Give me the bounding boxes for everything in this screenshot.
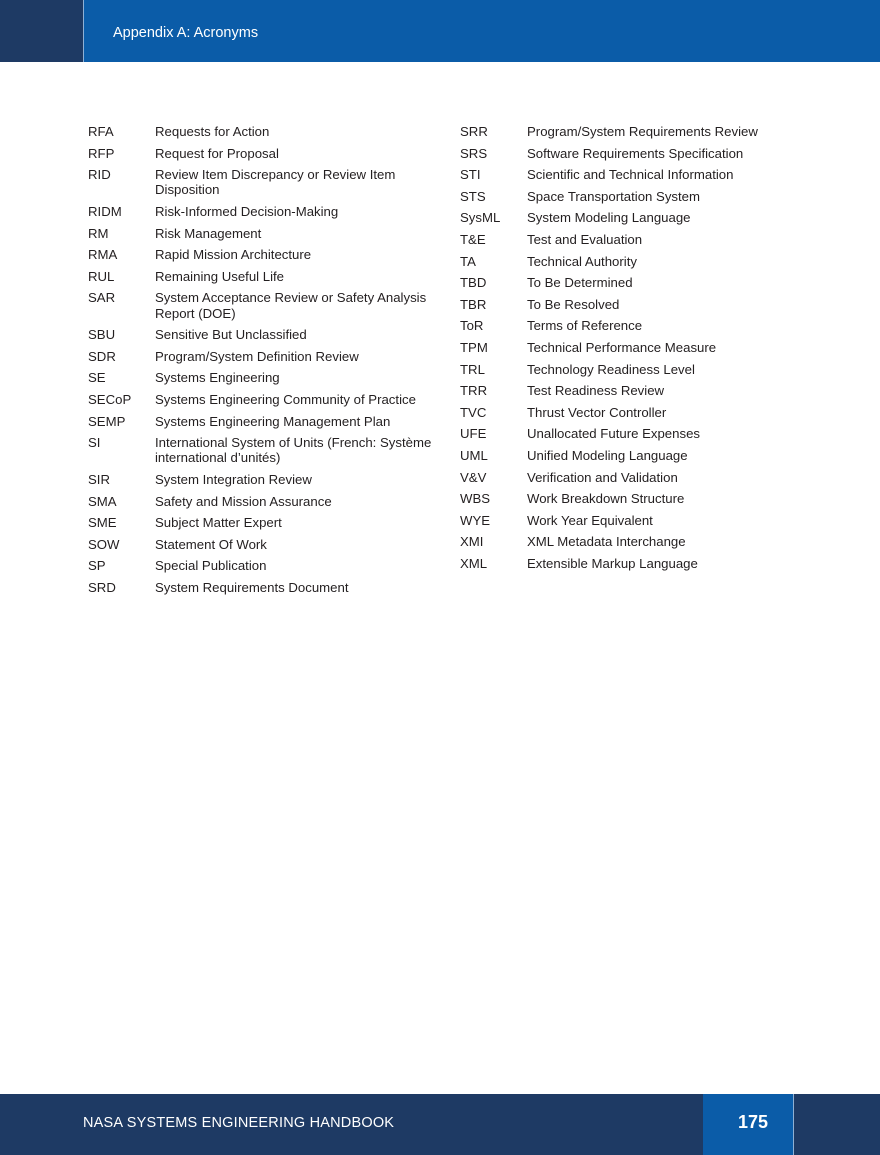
acronym-abbreviation: UFE: [460, 426, 487, 442]
acronym-entry: [460, 146, 780, 161]
acronym-definition: Systems Engineering Management Plan: [155, 413, 391, 429]
acronym-entry: [88, 580, 440, 595]
acronym-abbreviation: WBS: [460, 491, 491, 507]
acronym-entry: [460, 491, 780, 506]
acronym-abbreviation: RFA: [88, 124, 114, 139]
acronym-entry: [88, 494, 440, 509]
acronym-entry: [460, 448, 780, 463]
acronym-definition: Unified Modeling Language: [527, 447, 688, 463]
acronym-abbreviation: TBD: [460, 275, 487, 291]
acronym-definition: Thrust Vector Controller: [527, 404, 667, 420]
acronym-entry: [460, 167, 780, 182]
acronym-abbreviation: SRR: [460, 124, 488, 139]
acronym-definition: System Acceptance Review or Safety Analysis Report (DOE): [155, 290, 427, 321]
acronym-abbreviation: SDR: [88, 348, 116, 364]
acronym-definition: Test Readiness Review: [527, 383, 665, 399]
acronym-definition: Systems Engineering Community of Practice: [155, 391, 416, 407]
acronym-definition: Scientific and Technical Information: [527, 167, 734, 183]
acronym-abbreviation: SME: [88, 515, 117, 531]
acronym-entry: [460, 556, 780, 571]
acronym-definition: Technology Readiness Level: [527, 361, 695, 377]
acronym-entry: [460, 383, 780, 398]
acronym-entry: [460, 232, 780, 247]
acronym-definition: To Be Determined: [527, 275, 633, 291]
acronym-entry: [460, 405, 780, 420]
acronym-definition: XML Metadata Interchange: [527, 534, 686, 550]
acronym-definition: Requests for Action: [155, 124, 270, 139]
acronym-entry: [460, 340, 780, 355]
acronym-entry: [88, 392, 440, 407]
acronym-abbreviation: ToR: [460, 318, 484, 334]
acronym-definition: Space Transportation System: [527, 188, 700, 204]
acronym-abbreviation: RID: [88, 167, 111, 183]
acronym-abbreviation: RIDM: [88, 203, 122, 219]
acronym-entry: [460, 297, 780, 312]
acronym-entry: [88, 472, 440, 487]
acronym-abbreviation: SOW: [88, 536, 120, 552]
acronym-definition: Work Year Equivalent: [527, 512, 653, 528]
acronym-column-left: [88, 124, 440, 601]
acronym-definition: Extensible Markup Language: [527, 555, 698, 571]
acronym-abbreviation: XMI: [460, 534, 484, 550]
acronym-entry: [88, 269, 440, 284]
acronym-abbreviation: SEMP: [88, 413, 126, 429]
acronym-definition: Request for Proposal: [155, 145, 279, 161]
acronym-entry: [88, 247, 440, 262]
acronym-entry: [88, 226, 440, 241]
acronym-definition: Technical Performance Measure: [527, 339, 717, 355]
acronym-definition: System Modeling Language: [527, 210, 691, 226]
acronym-abbreviation: RFP: [88, 145, 115, 161]
acronym-definition: Special Publication: [155, 558, 267, 574]
acronym-abbreviation: WYE: [460, 512, 491, 528]
acronym-entry: [460, 275, 780, 290]
acronym-definition: Program/System Definition Review: [155, 348, 359, 364]
acronym-abbreviation: SECoP: [88, 391, 132, 407]
page-header: [0, 0, 880, 62]
acronym-abbreviation: UML: [460, 447, 488, 463]
page-number: 175: [737, 1112, 769, 1132]
acronym-entry: [460, 513, 780, 528]
acronym-abbreviation: TBR: [460, 296, 487, 312]
acronym-abbreviation: SI: [88, 435, 101, 451]
acronym-definition: Test and Evaluation: [527, 231, 643, 247]
acronym-entry: [460, 210, 780, 225]
acronym-entry: [88, 204, 440, 219]
acronym-abbreviation: RM: [88, 225, 109, 241]
acronym-entry: [88, 349, 440, 364]
acronym-definition: Risk Management: [155, 225, 262, 241]
acronym-abbreviation: SBU: [88, 327, 116, 343]
acronym-definition: System Integration Review: [155, 471, 312, 487]
acronym-definition: Sensitive But Unclassified: [155, 327, 307, 343]
acronym-entry: [460, 362, 780, 377]
acronym-definition: Unallocated Future Expenses: [527, 426, 701, 442]
acronym-entry: [88, 537, 440, 552]
header-tab-block: [0, 0, 83, 62]
page-footer: [0, 1094, 880, 1155]
acronym-abbreviation: TPM: [460, 339, 488, 355]
acronym-entry: [88, 290, 440, 320]
acronym-abbreviation: SRD: [88, 579, 116, 595]
acronym-definition: Review Item Discrepancy or Review Item Disposition: [155, 167, 396, 198]
section-title: Appendix A: Acronyms: [113, 25, 259, 41]
acronym-definition: Safety and Mission Assurance: [155, 493, 332, 509]
header-divider: [83, 0, 84, 62]
acronym-abbreviation: TVC: [460, 404, 487, 420]
acronym-definition: Remaining Useful Life: [155, 268, 285, 284]
acronym-entry: [88, 435, 440, 465]
acronym-abbreviation: SE: [88, 370, 106, 386]
acronym-entry: [460, 189, 780, 204]
acronym-entry: [88, 370, 440, 385]
acronym-entry: [88, 124, 440, 139]
acronym-entry: [460, 124, 780, 139]
acronym-abbreviation: RMA: [88, 247, 118, 263]
acronym-definition: International System of Units (French: Système international d’unités): [155, 435, 432, 466]
acronym-definition: To Be Resolved: [527, 296, 620, 312]
acronym-abbreviation: TRL: [460, 361, 485, 377]
acronym-entry: [88, 515, 440, 530]
acronym-abbreviation: SRS: [460, 145, 488, 161]
acronym-entry: [460, 470, 780, 485]
acronym-entry: [88, 167, 440, 197]
acronym-abbreviation: T&E: [460, 231, 486, 247]
acronym-abbreviation: TA: [460, 253, 476, 269]
acronym-definition: System Requirements Document: [155, 579, 349, 595]
acronym-entry: [460, 254, 780, 269]
acronym-entry: [88, 558, 440, 573]
acronym-abbreviation: SMA: [88, 493, 117, 509]
acronym-entry: [88, 414, 440, 429]
acronym-abbreviation: STI: [460, 167, 481, 183]
acronym-definition: Software Requirements Specification: [527, 145, 744, 161]
acronym-entry: [460, 534, 780, 549]
acronym-abbreviation: XML: [460, 555, 488, 571]
acronym-abbreviation: TRR: [460, 383, 488, 399]
acronym-entry: [460, 318, 780, 333]
acronym-abbreviation: SAR: [88, 290, 116, 306]
handbook-title: NASA SYSTEMS ENGINEERING HANDBOOK: [83, 1115, 395, 1131]
acronym-definition: Work Breakdown Structure: [527, 491, 685, 507]
acronym-column-right: [460, 124, 780, 577]
acronym-abbreviation: SIR: [88, 471, 110, 487]
acronym-definition: Subject Matter Expert: [155, 515, 282, 531]
acronym-abbreviation: SysML: [460, 210, 501, 226]
acronym-entry: [88, 146, 440, 161]
acronym-definition: Terms of Reference: [527, 318, 643, 334]
acronym-entry: [460, 426, 780, 441]
acronym-abbreviation: SP: [88, 558, 106, 574]
acronym-definition: Systems Engineering: [155, 370, 280, 386]
acronym-abbreviation: V&V: [460, 469, 487, 485]
acronym-definition: Rapid Mission Architecture: [155, 247, 312, 263]
acronym-definition: Verification and Validation: [527, 469, 678, 485]
acronym-definition: Statement Of Work: [155, 536, 267, 552]
acronym-definition: Risk-Informed Decision-Making: [155, 203, 339, 219]
acronym-abbreviation: RUL: [88, 268, 115, 284]
acronym-definition: Technical Authority: [527, 253, 637, 269]
acronym-entry: [88, 327, 440, 342]
acronym-definition: Program/System Requirements Review: [527, 124, 758, 139]
acronym-abbreviation: STS: [460, 188, 486, 204]
